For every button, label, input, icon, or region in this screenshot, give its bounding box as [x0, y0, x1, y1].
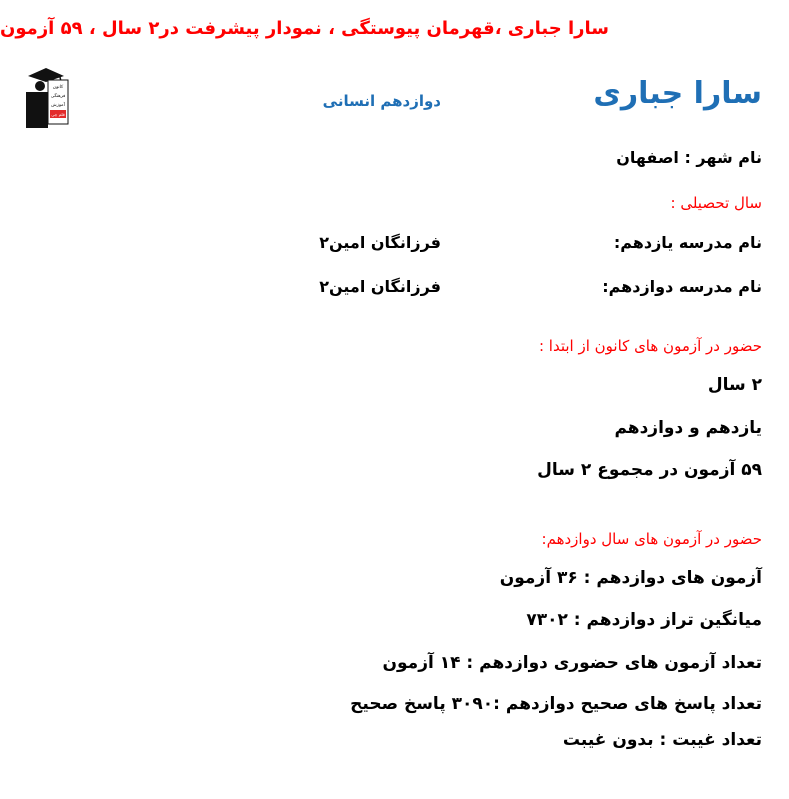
page-title: سارا جباری ،قهرمان پیوستگی ، نمودار پیشرفت در۲ سال ، ۵۹ آزمون: [0, 18, 609, 39]
grade-label: دوازدهم انسانی: [322, 92, 441, 110]
school-11-label: نام مدرسه یازدهم:: [613, 233, 762, 252]
school-11-value: فرزانگان امین۲: [319, 233, 441, 252]
in-person-12: تعداد آزمون های حضوری دوازدهم : ۱۴ آزمون: [382, 653, 762, 673]
academic-year-heading: سال تحصیلی :: [670, 194, 762, 212]
attendance-12-heading: حضور در آزمون های سال دوازدهم:: [541, 530, 762, 548]
exams-12: آزمون های دوازدهم : ۳۶ آزمون: [499, 568, 762, 588]
school-12-label: نام مدرسه دوازدهم:: [602, 277, 762, 296]
svg-text:قلم چی: قلم چی: [51, 112, 65, 117]
school-12-value: فرزانگان امین۲: [319, 277, 441, 296]
svg-text:فرهنگی: فرهنگی: [50, 94, 66, 99]
svg-text:آموزش: آموزش: [51, 103, 65, 108]
correct-answers-12: تعداد پاسخ های صحیح دوازدهم :۳۰۹۰ پاسخ صحیح: [350, 694, 762, 714]
absences: تعداد غیبت : بدون غیبت: [562, 730, 762, 750]
attendance-years: ۲ سال: [707, 375, 762, 395]
svg-text:کانون: کانون: [52, 85, 64, 90]
attendance-total-heading: حضور در آزمون های کانون از ابتدا :: [538, 337, 762, 355]
kanoon-logo-icon: [22, 66, 70, 136]
avg-score-12: میانگین تراز دوازدهم : ۷۳۰۲: [526, 610, 762, 630]
student-name: سارا جباری: [593, 76, 762, 111]
attendance-total: ۵۹ آزمون در مجموع ۲ سال: [537, 460, 762, 480]
city-line: نام شهر : اصفهان: [616, 148, 762, 167]
attendance-grades: یازدهم و دوازدهم: [614, 418, 762, 438]
